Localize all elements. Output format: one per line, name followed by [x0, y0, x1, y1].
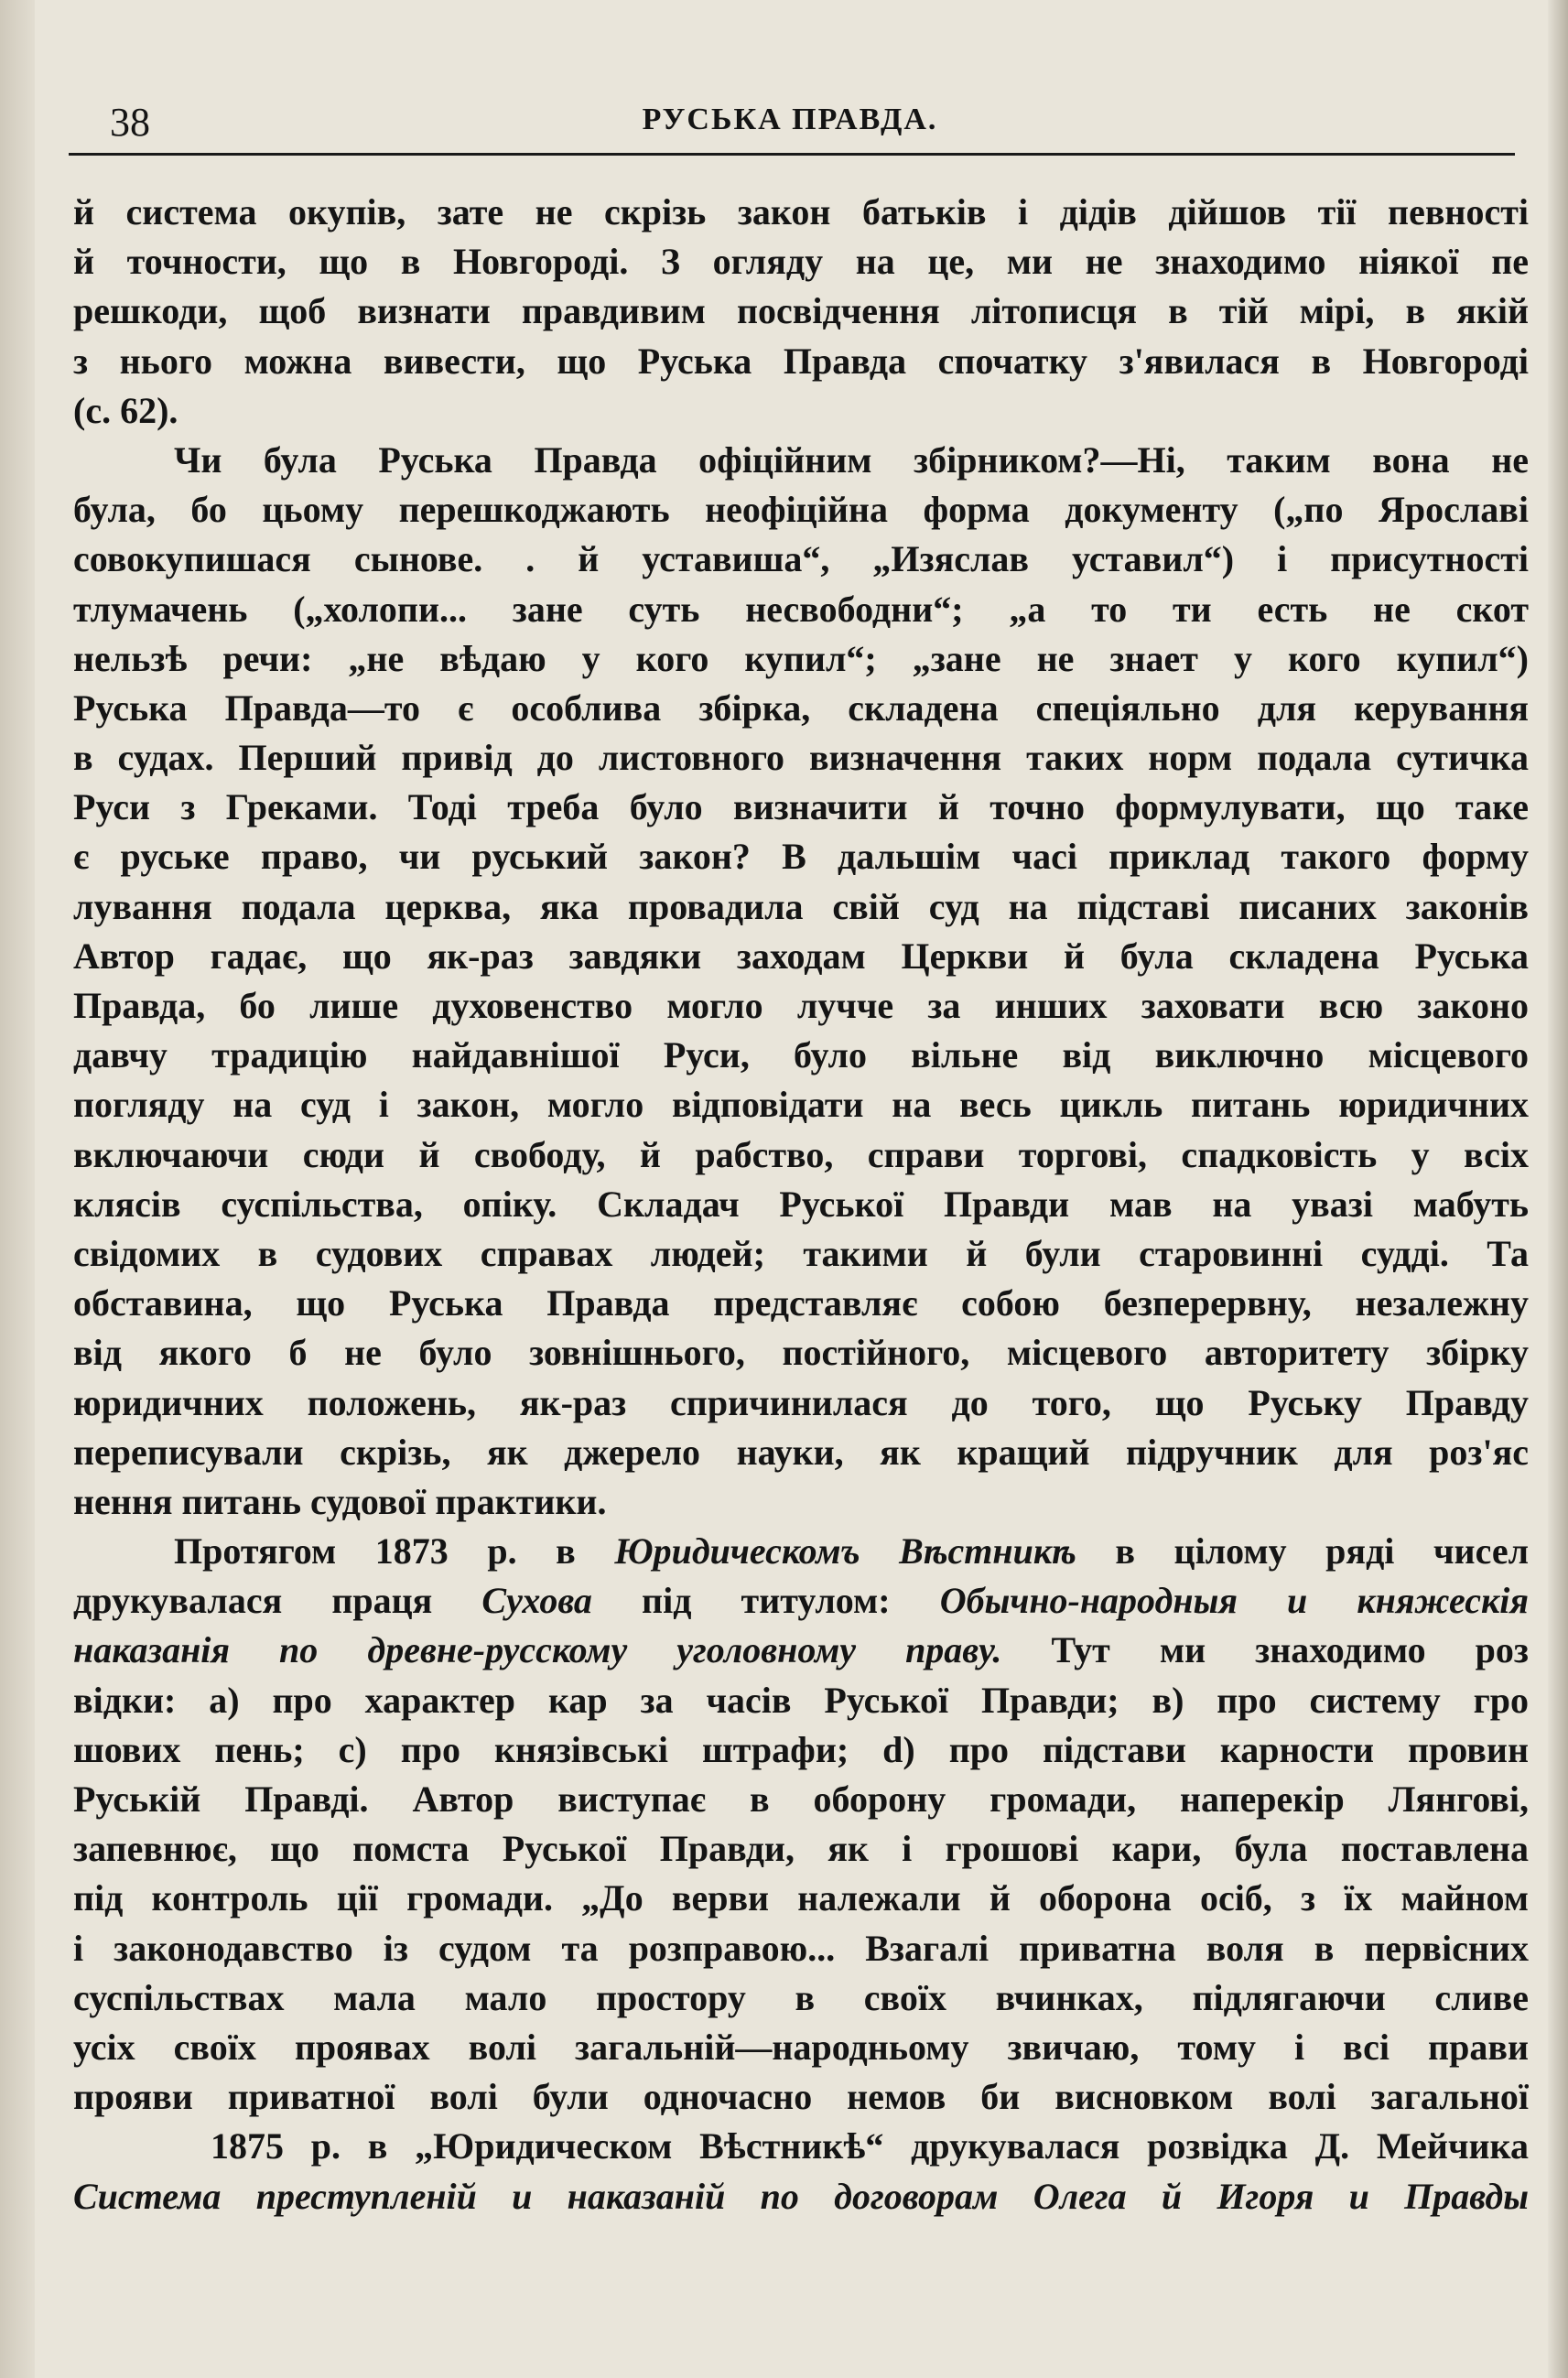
text-line: юридичних положень, як-раз спричинилася до того, що Руську Правду	[73, 1381, 1529, 1423]
text-line: й система окупів, зате не скрізь закон батьків і дідів дійшов тії певності	[73, 191, 1529, 232]
text-line: включаючи сюди й свободу, й рабство, справи торгові, спадковість у всіх	[73, 1133, 1529, 1175]
text-line: Правда, бо лише духовенство могло лучче за инших заховати всю законо	[73, 985, 1529, 1026]
text-line: Чи була Руська Правда офіційним збірником?—Ні, таким вона не	[174, 438, 1529, 481]
journal-title: Юридическомъ Вѣстникѣ	[614, 1530, 1076, 1573]
text-line: тлумачень („холопи... зане суть несвободни“; „а то ти есть не скот	[73, 588, 1529, 630]
text-line: нення питань судової практики.	[73, 1480, 607, 1522]
text-line: 1875 р. в „Юридическом Вѣстникѣ“ друкувалася розвідка Д. Мейчика	[211, 2125, 1529, 2167]
text-line: решкоди, щоб визнати правдивим посвідчення літописця в тій мірі, в якій	[73, 290, 1529, 332]
work-title: Обычно-народныя и княжескія	[939, 1580, 1529, 1622]
work-title: наказанія по древне-русскому уголовному праву.	[73, 1629, 1002, 1671]
running-head	[71, 84, 1509, 148]
text-line: Система преступленій и наказаній по договорам Олега й Игоря и Правды	[73, 2175, 1529, 2217]
text-line: лування подала церква, яка провадила свій суд на підставі писаних законів	[73, 885, 1529, 927]
text-line: є руське право, чи руський закон? В дальшім часі приклад такого форму	[73, 836, 1529, 878]
text-run: друкувалася праця	[73, 1580, 482, 1622]
text-line: від якого б не було зовнішнього, постійного, місцевого авторитету збірку	[73, 1332, 1529, 1374]
text-line: обставина, що Руська Правда представляє собою безперервну, незалежну	[73, 1282, 1529, 1324]
text-line: Руська Правда—то є особлива збірка, складена спеціяльно для керування	[73, 686, 1529, 729]
text-line: в судах. Перший привід до листовного визначення таких норм подала сутичка	[73, 737, 1529, 779]
text-line: шових пень; с) про князівські штрафи; d) про підстави карности провин	[73, 1728, 1529, 1770]
text-line: була, бо цьому перешкоджають неофіційна форма документу („по Ярославі	[73, 489, 1529, 531]
text-line: Руси з Греками. Тоді треба було визначити й точно формулувати, що таке	[73, 786, 1529, 828]
text-line: усіх своїх проявах волі загальній—народньому звичаю, тому і всі прави	[73, 2026, 1529, 2068]
page-number: 38	[110, 100, 150, 145]
text-line: свідомих в судових справах людей; такими й були старовинні судді. Та	[73, 1232, 1529, 1274]
body-text	[73, 188, 1529, 2221]
text-run: Протягом 1873 р. в	[174, 1530, 615, 1573]
text-run: в цілому ряді чисел	[1076, 1530, 1529, 1573]
text-line: (с. 62).	[73, 389, 178, 431]
text-line: відки: а) про характер кар за часів Руської Правди; в) про систему гро	[73, 1679, 1529, 1721]
text-line: і законодавство із судом та розправою... Взагалі приватна воля в первісних	[73, 1927, 1529, 1969]
text-line: прояви приватної волі були одночасно немов би висновком волі загальної	[73, 2076, 1529, 2118]
text-line: Руській Правді. Автор виступає в оборону громади, наперекір Лянгові,	[73, 1778, 1529, 1820]
text-run: Тут ми знаходимо роз	[1001, 1629, 1529, 1671]
text-line: совокупишася сынове. . й уставиша“, „Изяслав уставил“) і присутності	[73, 538, 1529, 580]
text-line: погляду на суд і закон, могло відповідати на весь цикль питань юридичних	[73, 1084, 1529, 1126]
text-line: суспільствах мала мало простору в своїх вчинках, підлягаючи сливе	[73, 1976, 1529, 2018]
text-line	[73, 1527, 1529, 1576]
running-title: РУСЬКА ПРАВДА.	[642, 103, 938, 136]
text-line: й точности, що в Новгороді. З огляду на це, ми не знаходимо ніякої пе	[73, 241, 1529, 283]
text-line: давчу традицію найдавнішої Руси, було вільне від виключно місцевого	[73, 1034, 1529, 1076]
text-line: з нього можна вивести, що Руська Правда спочатку з'явилася в Новгороді	[73, 340, 1529, 382]
text-line: нельзѣ речи: „не вѣдаю у кого купил“; „зане не знает у кого купил“)	[73, 637, 1529, 679]
page-edge-shadow	[1548, 0, 1568, 2378]
text-line: під контроль ції громади. „До верви належали й оборона осіб, з їх майном	[73, 1877, 1529, 1919]
text-line	[73, 1576, 1529, 1626]
text-line: Автор гадає, що як-раз завдяки заходам Церкви й була складена Руська	[73, 935, 1529, 977]
header-rule	[69, 153, 1515, 156]
text-line: запевнює, що помста Руської Правди, як і грошові кари, була поставлена	[73, 1828, 1529, 1870]
text-run: під титулом:	[591, 1580, 940, 1622]
author-name: Сухова	[481, 1580, 592, 1622]
text-line: клясів суспільства, опіку. Складач Руської Правди мав на увазі мабуть	[73, 1183, 1529, 1225]
page-gutter-shadow	[0, 0, 35, 2378]
text-line: переписували скрізь, як джерело науки, як кращий підручник для роз'яс	[73, 1431, 1529, 1473]
text-line	[73, 1626, 1529, 1675]
